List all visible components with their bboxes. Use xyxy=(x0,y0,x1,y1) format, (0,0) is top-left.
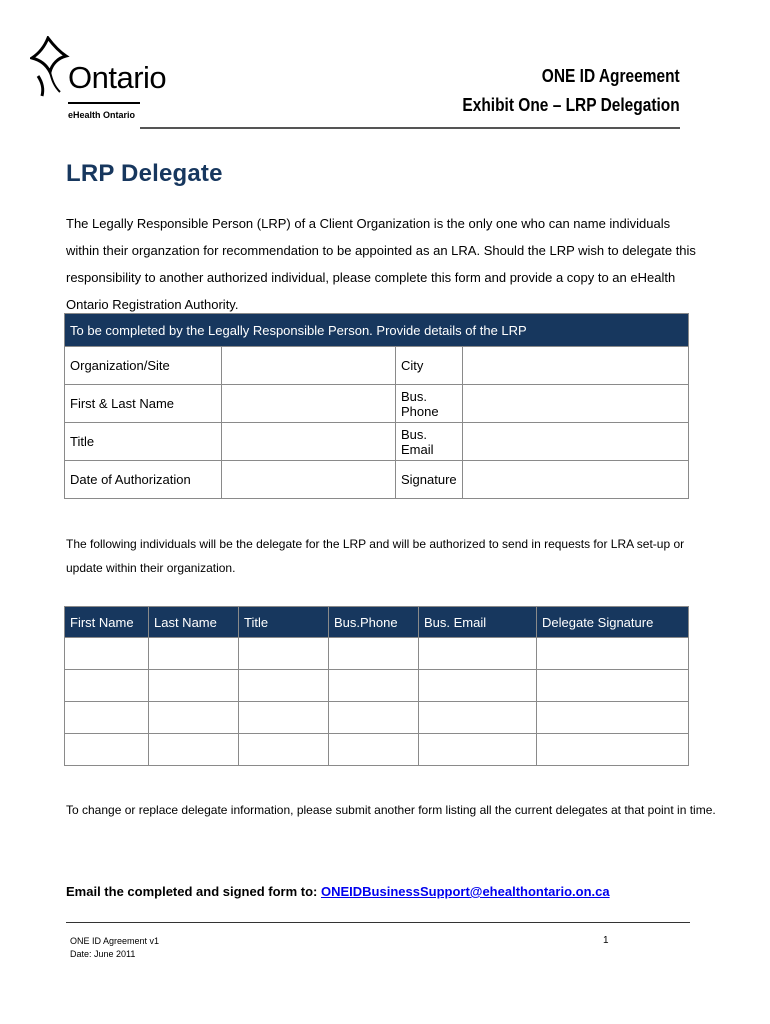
table-row xyxy=(65,702,689,734)
delegate-cell[interactable] xyxy=(65,702,149,734)
ontario-wordmark: Ontario xyxy=(68,60,167,95)
delegate-cell[interactable] xyxy=(239,702,329,734)
footer-date: Date: June 2011 xyxy=(70,949,136,959)
ehealth-ontario-label: eHealth Ontario xyxy=(68,110,136,120)
table-row xyxy=(65,347,689,385)
footer-version: ONE ID Agreement v1 xyxy=(70,936,160,946)
table-row xyxy=(65,638,689,670)
col-title: Title xyxy=(239,607,329,638)
col-bus-phone: Bus.Phone xyxy=(329,607,419,638)
lrp-table-header: To be completed by the Legally Responsible Person. Provide details of the LRP xyxy=(65,314,689,347)
bus-email-label: Bus. Email xyxy=(396,423,463,461)
delegate-cell[interactable] xyxy=(149,702,239,734)
delegate-cell[interactable] xyxy=(149,670,239,702)
header-divider xyxy=(140,127,680,129)
title-label: Title xyxy=(65,423,222,461)
delegate-cell[interactable] xyxy=(329,638,419,670)
table-row xyxy=(65,734,689,766)
delegate-cell[interactable] xyxy=(65,638,149,670)
delegate-cell[interactable] xyxy=(329,670,419,702)
intro-paragraph: The Legally Responsible Person (LRP) of a Client Organization is the only one who can name individuals within their organzation for recommendation to be appointed as an LRA. Should the LRP wish to delegate this responsibility to another authorized individual, please complete this form and provide a copy to an eHealth Ontario Registration Authority. xyxy=(66,216,696,312)
delegate-intro-text: The following individuals will be the delegate for the LRP and will be authorized to send in requests for LRA set-up or update within their organization. xyxy=(66,537,685,575)
delegate-cell[interactable] xyxy=(329,734,419,766)
delegate-cell[interactable] xyxy=(149,638,239,670)
delegate-cell[interactable] xyxy=(239,638,329,670)
organization-site-label: Organization/Site xyxy=(65,347,222,385)
first-last-name-label: First & Last Name xyxy=(65,385,222,423)
footer-divider xyxy=(66,922,690,923)
signature-field[interactable] xyxy=(462,461,688,499)
table-row xyxy=(65,461,689,499)
organization-site-field[interactable] xyxy=(222,347,396,385)
delegate-cell[interactable] xyxy=(419,734,537,766)
page-number: 1 xyxy=(603,935,609,946)
first-last-name-field[interactable] xyxy=(222,385,396,423)
delegate-cell[interactable] xyxy=(149,734,239,766)
city-field[interactable] xyxy=(462,347,688,385)
bus-phone-field[interactable] xyxy=(462,385,688,423)
delegate-cell[interactable] xyxy=(419,638,537,670)
delegate-table xyxy=(64,606,689,766)
col-first-name: First Name xyxy=(65,607,149,638)
email-instruction xyxy=(66,884,610,899)
bus-email-field[interactable] xyxy=(462,423,688,461)
trillium-logo-icon xyxy=(30,36,70,98)
col-bus-email: Bus. Email xyxy=(419,607,537,638)
date-of-authorization-label: Date of Authorization xyxy=(65,461,222,499)
lrp-details-table xyxy=(64,313,689,499)
document-title-line1: ONE ID Agreement xyxy=(542,66,680,86)
title-field[interactable] xyxy=(222,423,396,461)
col-last-name: Last Name xyxy=(149,607,239,638)
delegate-cell[interactable] xyxy=(537,638,689,670)
email-label: Email the completed and signed form to: xyxy=(66,884,321,899)
date-of-authorization-field[interactable] xyxy=(222,461,396,499)
delegate-cell[interactable] xyxy=(239,670,329,702)
delegate-cell[interactable] xyxy=(537,702,689,734)
document-title xyxy=(463,62,680,120)
table-row xyxy=(65,385,689,423)
col-delegate-signature: Delegate Signature xyxy=(537,607,689,638)
bus-phone-label: Bus. Phone xyxy=(396,385,463,423)
delegate-cell[interactable] xyxy=(65,734,149,766)
delegate-cell[interactable] xyxy=(419,670,537,702)
footer-info xyxy=(70,935,159,961)
document-title-line2: Exhibit One – LRP Delegation xyxy=(462,95,680,115)
delegate-cell[interactable] xyxy=(537,734,689,766)
table-row xyxy=(65,423,689,461)
delegate-cell[interactable] xyxy=(65,670,149,702)
support-email-link[interactable]: ONEIDBusinessSupport@ehealthontario.on.ca xyxy=(320,884,610,899)
table-row xyxy=(65,670,689,702)
logo-divider xyxy=(68,102,140,104)
change-delegate-note: To change or replace delegate information, please submit another form listing all the current delegates at that point in time. xyxy=(66,803,716,817)
delegate-cell[interactable] xyxy=(239,734,329,766)
page-title: LRP Delegate xyxy=(66,160,223,187)
delegate-cell[interactable] xyxy=(329,702,419,734)
city-label: City xyxy=(396,347,463,385)
signature-label: Signature xyxy=(396,461,463,499)
delegate-cell[interactable] xyxy=(419,702,537,734)
delegate-cell[interactable] xyxy=(537,670,689,702)
